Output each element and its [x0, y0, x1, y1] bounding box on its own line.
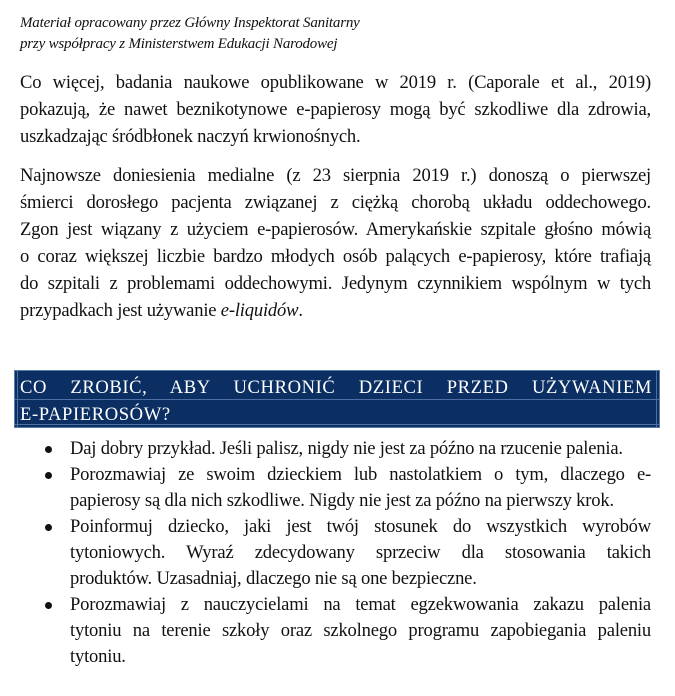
advice-list [0, 436, 675, 670]
paragraph-line: Zgon jest wiązany z użyciem e-papierosów. Amerykańskie szpitale głośno mówią [20, 219, 651, 240]
list-item [0, 462, 651, 514]
source-note-line-2: przy współpracy z Ministerstwem Edukacji Narodowej [20, 36, 338, 52]
table-divider [17, 371, 18, 427]
list-item-line: tytoniu na terenie szkoły oraz szkolnego programu zapobiegania paleniu [70, 620, 651, 641]
bullet-icon [45, 446, 52, 453]
paragraph-research [20, 69, 651, 150]
section-header-box [14, 370, 660, 428]
list-item-line: tytoniowych. Wyraź zdecydowany sprzeciw dla stosowania takich [70, 542, 651, 563]
list-item-line: Poinformuj dziecko, jaki jest twój stosunek do wszystkich wyrobów [70, 516, 651, 537]
list-item-line: produktów. Uzasadniaj, dlaczego nie są one bezpieczne. [70, 568, 477, 589]
section-title-line-2: E-PAPIEROSÓW? [20, 404, 171, 425]
list-item-line: papierosy są dla nich szkodliwe. Nigdy nie jest za późno na pierwszy krok. [70, 490, 614, 511]
paragraph-line [20, 297, 651, 324]
list-item-line: Daj dobry przykład. Jeśli palisz, nigdy nie jest za późno na rzucenie palenia. [70, 438, 623, 459]
paragraph-line: do szpitali z problemami oddechowymi. Jedynym czynnikiem wspólnym w tych [20, 273, 651, 294]
source-note [20, 13, 360, 55]
list-item [0, 592, 651, 670]
paragraph-line: Najnowsze doniesienia medialne (z 23 sierpnia 2019 r.) donoszą o pierwszej [20, 165, 651, 186]
paragraph-media-reports [20, 162, 651, 324]
section-title-line-1: CO ZROBIĆ, ABY UCHRONIĆ DZIECI PRZED UŻYWANIEM [20, 377, 652, 398]
paragraph-line: o coraz większej liczbie bardzo młodych osób palących e-papierosy, które trafiają [20, 246, 651, 267]
bullet-icon [45, 602, 52, 609]
source-note-line-1: Materiał opracowany przez Główny Inspektorat Sanitarny [20, 15, 360, 31]
emphasis-e-liquids: e-liquidów [220, 300, 299, 321]
list-item [0, 514, 651, 592]
paragraph-line: pokazują, że nawet beznikotynowe e-papierosy mogą być szkodliwe dla zdrowia, [20, 99, 651, 120]
paragraph-line-suffix: . [298, 300, 303, 321]
paragraph-line: Co więcej, badania naukowe opublikowane w 2019 r. (Caporale et al., 2019) [20, 72, 651, 93]
bullet-icon [45, 472, 52, 479]
section-title [20, 374, 652, 428]
paragraph-line-prefix: przypadkach jest używanie [20, 300, 221, 321]
paragraph-line: uszkadzając śródbłonek naczyń krwionośnych. [20, 126, 361, 147]
table-divider [656, 371, 657, 427]
list-item-line: Porozmawiaj z nauczycielami na temat egzekwowania zakazu palenia [70, 594, 651, 615]
paragraph-line: śmierci dorosłego pacjenta związanej z ciężką chorobą układu oddechowego. [20, 192, 651, 213]
list-item-line: tytoniu. [70, 646, 126, 667]
list-item [0, 436, 651, 462]
bullet-icon [45, 524, 52, 531]
list-item-line: Porozmawiaj ze swoim dzieckiem lub nastolatkiem o tym, dlaczego e- [70, 464, 651, 485]
